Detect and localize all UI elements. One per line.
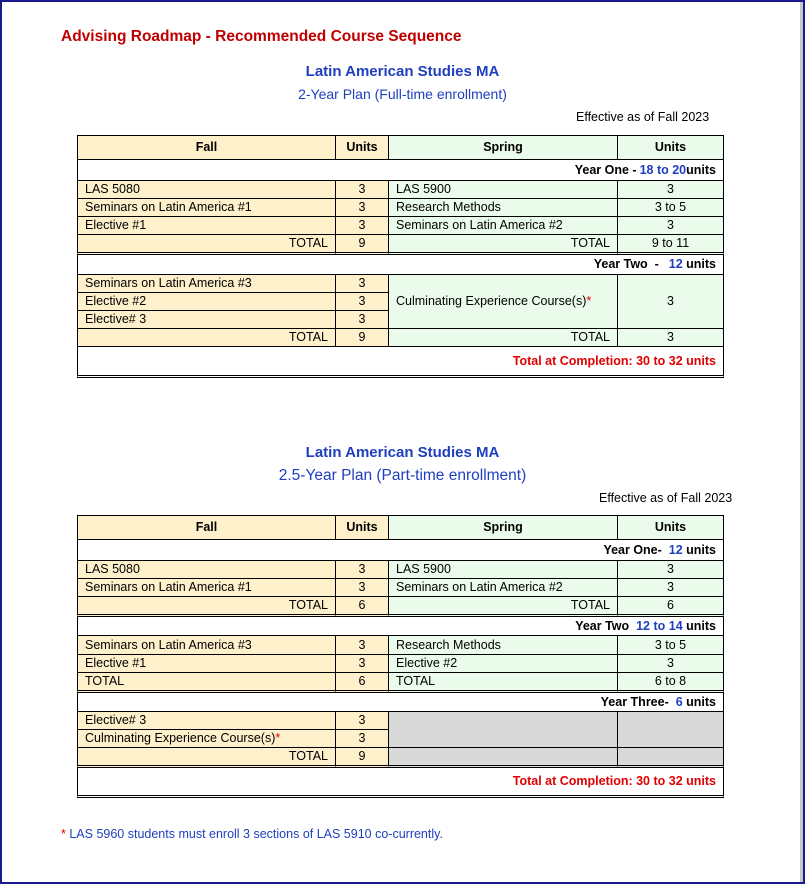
table-row xyxy=(77,561,724,579)
fall-course: Elective# 3 xyxy=(77,712,336,730)
header-spring: Spring xyxy=(389,515,618,540)
spring-total-label: TOTAL xyxy=(389,597,618,617)
total-row xyxy=(77,673,724,693)
fall-units: 3 xyxy=(336,181,389,199)
table-row xyxy=(77,217,724,235)
year-three-row xyxy=(77,693,724,712)
fall-units: 3 xyxy=(336,561,389,579)
table-row xyxy=(77,181,724,199)
spring-units: 3 xyxy=(618,655,724,673)
year-units-value: 12 xyxy=(668,257,683,272)
empty-spring-units xyxy=(618,712,724,748)
fall-total-units: 9 xyxy=(336,329,389,347)
spring-units: 3 xyxy=(618,217,724,235)
merged-spring-row xyxy=(77,275,724,329)
year-units-suffix: units xyxy=(686,162,716,177)
fall-units: 3 xyxy=(336,730,389,748)
fall-total-units: 9 xyxy=(336,748,389,768)
year-three-label xyxy=(77,693,724,712)
fall-total-label: TOTAL xyxy=(77,329,336,347)
fall-units: 3 xyxy=(336,655,389,673)
year-label-text: Year Three- xyxy=(600,694,676,709)
total-row xyxy=(77,235,724,255)
effective-date: Effective as of Fall 2023 xyxy=(599,491,733,505)
header-fall: Fall xyxy=(77,135,336,160)
header-fall: Fall xyxy=(77,515,336,540)
spring-course: LAS 5900 xyxy=(389,181,618,199)
footnote-text: LAS 5960 students must enroll 3 sections of LAS 5910 co-currently. xyxy=(65,827,443,841)
spring-total-label: TOTAL xyxy=(389,235,618,255)
year-units-value: 6 xyxy=(675,694,683,709)
year-one-label xyxy=(77,160,724,181)
spring-course: Research Methods xyxy=(389,199,618,217)
fall-units: 3 xyxy=(336,311,389,329)
year-label-text: Year One- xyxy=(603,542,669,557)
total-row xyxy=(77,597,724,617)
header-fall-units: Units xyxy=(336,135,389,160)
fall-course: LAS 5080 xyxy=(77,181,336,199)
empty-spring-total xyxy=(389,748,618,768)
page-title: Advising Roadmap - Recommended Course Sequence xyxy=(61,28,462,45)
asterisk-marker: * xyxy=(61,827,66,841)
header-spring-units: Units xyxy=(618,135,724,160)
total-at-completion: Total at Completion: 30 to 32 units xyxy=(77,347,724,378)
culminating-course-text: Culminating Experience Course(s) xyxy=(396,294,587,309)
year-two-label xyxy=(77,617,724,636)
fall-units: 3 xyxy=(336,293,389,311)
fall-course: Seminars on Latin America #1 xyxy=(77,579,336,597)
total-at-completion: Total at Completion: 30 to 32 units xyxy=(77,768,724,798)
fall-total-label: TOTAL xyxy=(77,673,336,693)
spring-units-merged: 3 xyxy=(618,275,724,329)
plan-subtitle: 2.5-Year Plan (Part-time enrollment) xyxy=(278,467,527,484)
table-header-row xyxy=(77,135,724,160)
fall-units: 3 xyxy=(336,712,389,730)
year-two-row xyxy=(77,255,724,275)
asterisk-marker: * xyxy=(586,294,592,309)
fall-total-units: 6 xyxy=(336,597,389,617)
table-header-row xyxy=(77,515,724,540)
year-label-text: Year Two xyxy=(575,618,637,633)
spring-units: 3 xyxy=(618,561,724,579)
fall-total-label: TOTAL xyxy=(77,748,336,768)
fall-units: 3 xyxy=(336,579,389,597)
fall-units: 3 xyxy=(336,217,389,235)
header-fall-units: Units xyxy=(336,515,389,540)
spring-units: 3 xyxy=(618,579,724,597)
spring-units: 3 to 5 xyxy=(618,199,724,217)
fall-course: Seminars on Latin America #1 xyxy=(77,199,336,217)
table-row xyxy=(77,199,724,217)
spring-total-units: 6 xyxy=(618,597,724,617)
year-units-suffix: units xyxy=(682,618,716,633)
effective-date: Effective as of Fall 2023 xyxy=(576,110,710,124)
year-units-value: 18 to 20 xyxy=(639,162,687,177)
year-two-label xyxy=(77,255,724,275)
footnote xyxy=(61,827,443,841)
year-units-suffix: units xyxy=(682,694,716,709)
plan-subtitle: 2-Year Plan (Full-time enrollment) xyxy=(298,86,507,102)
completion-row xyxy=(77,768,724,798)
program-title: Latin American Studies MA xyxy=(305,63,500,80)
fall-units: 3 xyxy=(336,275,389,293)
fall-course: LAS 5080 xyxy=(77,561,336,579)
fall-course: Elective# 3 xyxy=(77,311,336,329)
fall-total-label: TOTAL xyxy=(77,597,336,617)
fall-course: Elective #1 xyxy=(77,217,336,235)
fall-total-units: 9 xyxy=(336,235,389,255)
year-units-suffix: units xyxy=(682,542,716,557)
year-units-suffix: units xyxy=(682,257,716,272)
spring-course: Research Methods xyxy=(389,636,618,655)
header-spring: Spring xyxy=(389,135,618,160)
fall-course: Elective #2 xyxy=(77,293,336,311)
spring-total-units: 3 xyxy=(618,329,724,347)
year-one-row xyxy=(77,160,724,181)
fall-total-label: TOTAL xyxy=(77,235,336,255)
spring-course-merged xyxy=(389,275,618,329)
fall-course: Seminars on Latin America #3 xyxy=(77,275,336,293)
year-units-value: 12 to 14 xyxy=(636,618,683,633)
year-one-label xyxy=(77,540,724,561)
year-two-row xyxy=(77,617,724,636)
fall-units: 3 xyxy=(336,636,389,655)
spring-units: 3 xyxy=(618,181,724,199)
culminating-course-text: Culminating Experience Course(s) xyxy=(85,731,276,746)
empty-spring-total-units xyxy=(618,748,724,768)
table-row xyxy=(77,655,724,673)
table-row xyxy=(77,579,724,597)
empty-spring-course xyxy=(389,712,618,748)
spring-units: 3 to 5 xyxy=(618,636,724,655)
empty-spring-row xyxy=(77,712,724,748)
year-label-text: Year One - xyxy=(574,162,637,177)
spring-course: Seminars on Latin America #2 xyxy=(389,579,618,597)
fall-units: 3 xyxy=(336,199,389,217)
completion-row xyxy=(77,347,724,378)
program-title: Latin American Studies MA xyxy=(305,444,500,461)
total-row xyxy=(77,329,724,347)
year-one-row xyxy=(77,540,724,561)
table-row xyxy=(77,636,724,655)
fall-course: Elective #1 xyxy=(77,655,336,673)
spring-total-label: TOTAL xyxy=(389,673,618,693)
spring-course: Seminars on Latin America #2 xyxy=(389,217,618,235)
total-row xyxy=(77,748,724,768)
year-label-text: Year Two - xyxy=(593,257,666,272)
fall-course: Seminars on Latin America #3 xyxy=(77,636,336,655)
spring-course: LAS 5900 xyxy=(389,561,618,579)
spring-course: Elective #2 xyxy=(389,655,618,673)
header-spring-units: Units xyxy=(618,515,724,540)
spring-total-label: TOTAL xyxy=(389,329,618,347)
fall-total-units: 6 xyxy=(336,673,389,693)
spring-total-units: 9 to 11 xyxy=(618,235,724,255)
asterisk-marker: * xyxy=(275,731,281,746)
spring-total-units: 6 to 8 xyxy=(618,673,724,693)
year-units-value: 12 xyxy=(668,542,683,557)
